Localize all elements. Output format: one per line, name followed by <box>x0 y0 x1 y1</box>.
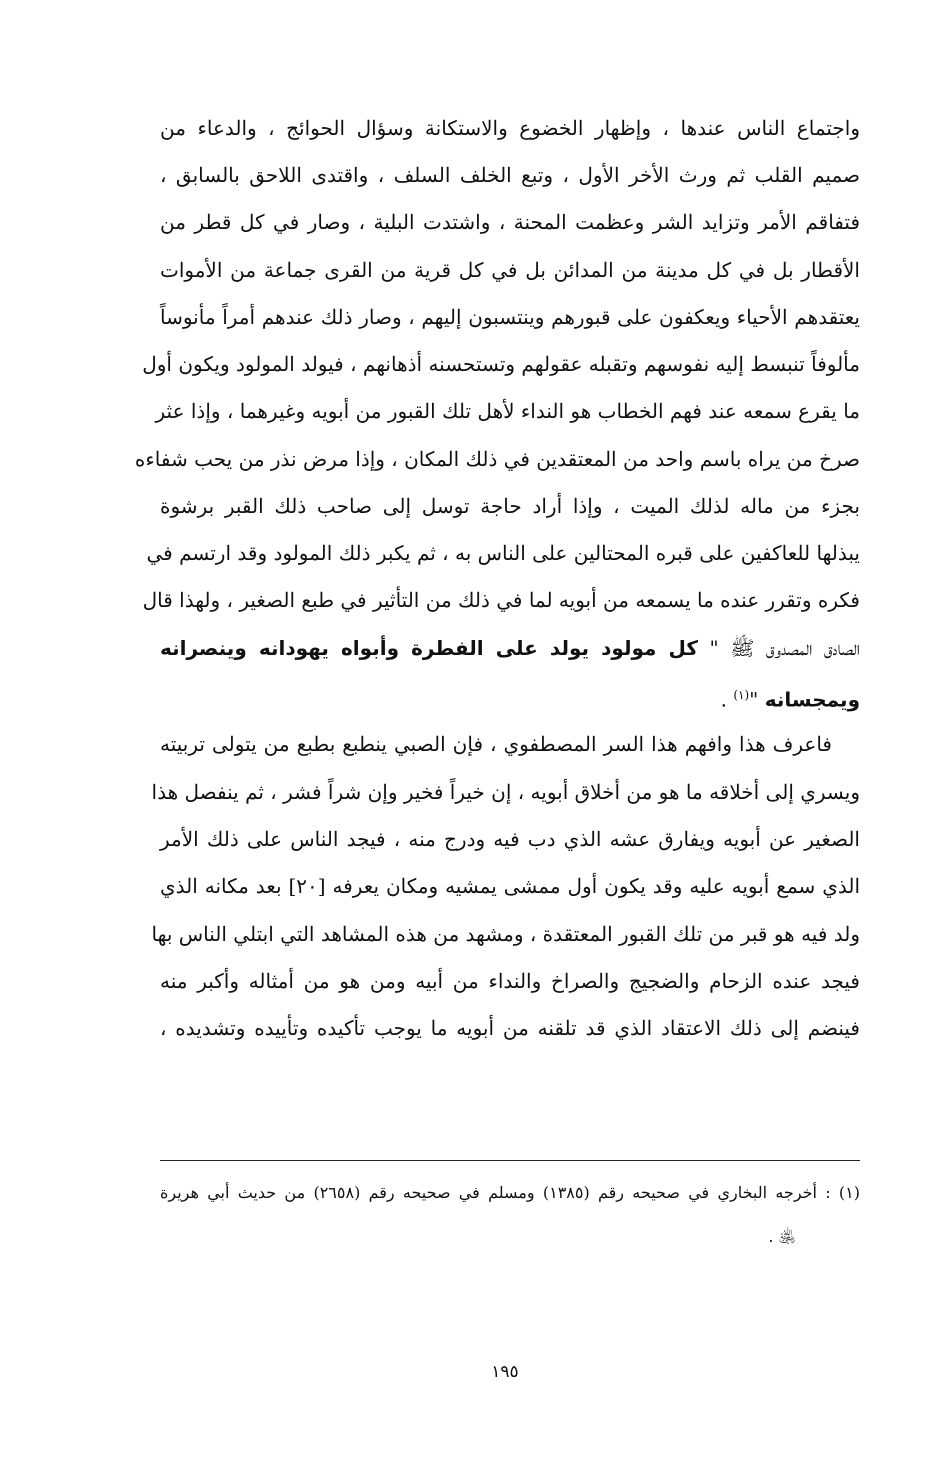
period: . <box>720 687 734 712</box>
hadith-intro: الصادق المصدوق ﷺ " <box>709 636 861 660</box>
hadith-line <box>160 633 860 663</box>
text-line: صرخ من يراه باسم واحد من المعتقدين في ذلك المكان ، وإذا مرض نذر من يحب شفاءه <box>134 447 860 471</box>
text-line: مألوفاً تنبسط إليه نفوسهم وتقبله عقولهم وتستحسنه أذهانهم ، فيولد المولود ويكون أول <box>142 352 860 376</box>
text-line: واجتماع الناس عندها ، وإظهار الخضوع والاستكانة وسؤال الحوائج ، والدعاء من <box>160 116 860 140</box>
text-line: الصغير عن أبويه ويفارق عشه الذي دب فيه ودرج منه ، فيجد الناس على ذلك الأمر <box>160 827 860 851</box>
hadith-line-end <box>160 680 860 715</box>
text-line: فيجد عنده الزحام والضجيج والصراخ والنداء من أبيه ومن هو من أمثاله وأكبر منه <box>160 969 860 993</box>
text-line: يعتقدهم الأحياء ويعكفون على قبورهم وينتسبون إليهم ، وصار ذلك عندهم أمراً مأنوساً <box>160 305 860 329</box>
text-line: الأقطار بل في كل مدينة من المدائن بل في كل قرية من القرى جماعة من الأموات <box>160 258 860 282</box>
text-line: فاعرف هذا وافهم هذا السر المصطفوي ، فإن الصبي ينطبع بطبع من يتولى تربيته <box>160 732 832 756</box>
footnote-ref[interactable]: (١) <box>733 688 750 702</box>
footnote-divider <box>160 1160 860 1161</box>
text-line: ويسري إلى أخلاقه ما هو من أخلاق أبويه ، إن خيراً فخير وإن شراً فشر ، ثم ينفصل هذا <box>151 780 860 804</box>
footnote-line: (١) : أخرجه البخاري في صحيحه رقم (١٣٨٥) ومسلم في صحيحه رقم (٢٦٥٨) من حديث أبي هريرة <box>160 1183 861 1202</box>
quote-close: " <box>749 687 759 712</box>
text-line: يبذلها للعاكفين على قبره المحتالين على الناس به ، ثم يكبر ذلك المولود وقد ارتسم في <box>146 541 860 565</box>
page-number: ١٩٥ <box>491 1362 519 1382</box>
text-line: صميم القلب ثم ورث الأخر الأول ، وتبع الخلف السلف ، واقتدى اللاحق بالسابق ، <box>160 163 860 187</box>
hadith-text: كل مولود يولد على الفطرة وأبواه يهودانه وينصرانه <box>160 636 698 660</box>
hadith-text: ويمجسانه <box>764 687 860 712</box>
text-line: بجزء من ماله لذلك الميت ، وإذا أراد حاجة توسل إلى صاحب ذلك القبر برشوة <box>160 494 860 518</box>
footnote-line: ﵁ . <box>768 1227 796 1246</box>
text-line: فينضم إلى ذلك الاعتقاد الذي قد تلقنه من أبويه ما يوجب تأكيده وتأييده وتشديده ، <box>160 1016 860 1040</box>
text-line: ما يقرع سمعه عند فهم الخطاب هو النداء لأهل تلك القبور من أبويه وغيرهما ، وإذا عثر <box>155 399 860 423</box>
text-line: ولد فيه هو قبر من تلك القبور المعتقدة ، ومشهد من هذه المشاهد التي ابتلي الناس بها <box>151 922 860 946</box>
text-line: الذي سمع أبويه عليه وقد يكون أول ممشى يمشيه ومكان يعرفه [٢٠] بعد مكانه الذي <box>160 874 860 898</box>
text-line: فكره وتقرر عنده ما يسمعه من أبويه لما في ذلك من التأثير في طبع الصغير ، ولهذا قال <box>142 588 860 612</box>
text-line: فتفاقم الأمر وتزايد الشر وعظمت المحنة ، واشتدت البلية ، وصار في كل قطر من <box>160 210 860 234</box>
